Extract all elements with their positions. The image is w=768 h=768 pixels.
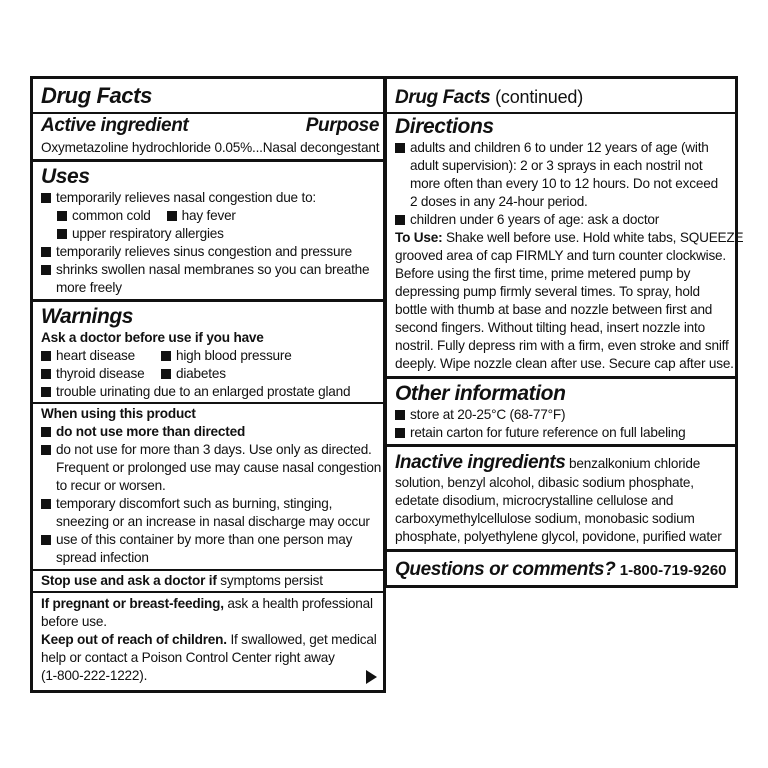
- to-use-line: deeply. Wipe nozzle clean after use. Secure cap after use.: [395, 356, 734, 371]
- directions-item-cont: adult supervision): 2 or 3 sprays in each nostril not: [410, 158, 703, 173]
- warning-condition: diabetes: [161, 365, 226, 383]
- drug-facts-right-panel: [384, 76, 744, 588]
- keep-out-line-cont: (1-800-222-1222).: [41, 668, 148, 683]
- divider: [33, 402, 383, 404]
- uses-header: Uses: [41, 165, 90, 188]
- warning-item-cont: to recur or worsen.: [56, 478, 166, 493]
- drug-facts-title: Drug Facts: [41, 83, 152, 108]
- directions-header: Directions: [395, 115, 494, 138]
- divider: [387, 549, 735, 552]
- divider: [33, 569, 383, 571]
- warning-item-cont: Frequent or prolonged use may cause nasal congestion: [56, 460, 382, 475]
- bullet-icon: [41, 351, 51, 361]
- inactive-ingredients-line: edetate disodium, microcrystalline cellulose and: [395, 493, 674, 508]
- to-use-line: Before using the first time, prime metered pump by: [395, 266, 691, 281]
- ask-doctor-heading: Ask a doctor before use if you have: [41, 330, 264, 345]
- other-information-header: Other information: [395, 382, 566, 405]
- keep-out-line-cont: help or contact a Poison Control Center right away: [41, 650, 335, 665]
- uses-item: temporarily relieves sinus congestion and pressure: [41, 243, 352, 261]
- directions-item: children under 6 years of age: ask a doctor: [395, 211, 659, 229]
- to-use-line: To Use: Shake well before use. Hold white tabs, SQUEEZE: [395, 230, 744, 245]
- divider: [33, 159, 383, 162]
- warning-item-cont: sneezing or an increase in nasal discharge may occur: [56, 514, 370, 529]
- uses-item: temporarily relieves nasal congestion due to:: [41, 189, 316, 207]
- inactive-ingredients-line: Inactive ingredients benzalkonium chloride: [395, 452, 701, 473]
- warnings-header: Warnings: [41, 305, 134, 328]
- purpose-header: Purpose: [305, 115, 379, 136]
- inactive-ingredients-line: phosphate, polyethylene glycol, povidone, purified water: [395, 529, 722, 544]
- warning-item: use of this container by more than one person may: [41, 531, 352, 549]
- questions-line: Questions or comments? 1-800-719-9260: [395, 559, 727, 580]
- warning-item-cont: spread infection: [56, 550, 149, 565]
- bullet-icon: [41, 427, 51, 437]
- bullet-icon: [41, 265, 51, 275]
- bullet-icon: [57, 229, 67, 239]
- pregnancy-line: If pregnant or breast-feeding, ask a health professional: [41, 596, 373, 611]
- pregnancy-line-cont: before use.: [41, 614, 107, 629]
- warning-condition: high blood pressure: [161, 347, 292, 365]
- uses-item-cont: more freely: [56, 280, 122, 295]
- warning-condition: thyroid disease: [41, 365, 144, 383]
- drug-facts-continued-title: Drug Facts (continued): [395, 87, 583, 108]
- to-use-line: grooved area of cap FIRMLY and turn counter clockwise.: [395, 248, 726, 263]
- bullet-icon: [57, 211, 67, 221]
- bullet-icon: [395, 143, 405, 153]
- bullet-icon: [395, 215, 405, 225]
- to-use-line: depressing pump firmly several times. To spray, hold: [395, 284, 700, 299]
- inactive-ingredients-line: solution, benzyl alcohol, dibasic sodium phosphate,: [395, 475, 694, 490]
- bullet-icon: [395, 428, 405, 438]
- divider: [33, 299, 383, 302]
- active-ingredient-header: Active ingredient: [41, 115, 189, 136]
- directions-item-cont: more often than every 10 to 12 hours. Do not exceed: [410, 176, 718, 191]
- stop-use-line: Stop use and ask a doctor if symptoms persist: [41, 573, 323, 588]
- drug-facts-left-panel: [30, 76, 386, 693]
- bullet-icon: [395, 410, 405, 420]
- bullet-icon: [41, 369, 51, 379]
- divider: [387, 112, 735, 114]
- warning-condition: heart disease: [41, 347, 135, 365]
- bullet-icon: [161, 369, 171, 379]
- bullet-icon: [161, 351, 171, 361]
- directions-item: adults and children 6 to under 12 years of age (with: [395, 139, 709, 157]
- active-ingredient-line: Oxymetazoline hydrochloride 0.05%...Nasal decongestant: [41, 140, 380, 155]
- to-use-line: nostril. Fully depress rim with a firm, even stroke and sniff: [395, 338, 729, 353]
- bullet-icon: [167, 211, 177, 221]
- bullet-icon: [41, 535, 51, 545]
- bullet-icon: [41, 193, 51, 203]
- warning-item: temporary discomfort such as burning, stinging,: [41, 495, 332, 513]
- warning-item: do not use for more than 3 days. Use only as directed.: [41, 441, 372, 459]
- keep-out-line: Keep out of reach of children. If swallowed, get medical: [41, 632, 377, 647]
- continue-arrow-icon: [366, 670, 377, 684]
- divider: [33, 591, 383, 593]
- bullet-icon: [41, 445, 51, 455]
- uses-item: shrinks swollen nasal membranes so you can breathe: [41, 261, 369, 279]
- bullet-icon: [41, 247, 51, 257]
- other-info-item: retain carton for future reference on full labeling: [395, 424, 685, 442]
- when-using-heading: When using this product: [41, 406, 196, 421]
- warning-item: do not use more than directed: [41, 423, 245, 441]
- bullet-icon: [41, 387, 51, 397]
- inactive-ingredients-line: carboxymethylcellulose sodium, monobasic sodium: [395, 511, 695, 526]
- other-info-item: store at 20-25°C (68-77°F): [395, 406, 565, 424]
- to-use-line: bottle with thumb at base and nozzle between first and: [395, 302, 713, 317]
- directions-item-cont: 2 doses in any 24-hour period.: [410, 194, 588, 209]
- bullet-icon: [41, 499, 51, 509]
- warning-condition: trouble urinating due to an enlarged prostate gland: [41, 383, 350, 401]
- uses-subitems: common cold hay fever: [57, 207, 236, 225]
- uses-subitem: upper respiratory allergies: [57, 225, 224, 243]
- divider: [387, 444, 735, 447]
- divider: [387, 376, 735, 379]
- to-use-line: second fingers. Without tilting head, insert nozzle into: [395, 320, 705, 335]
